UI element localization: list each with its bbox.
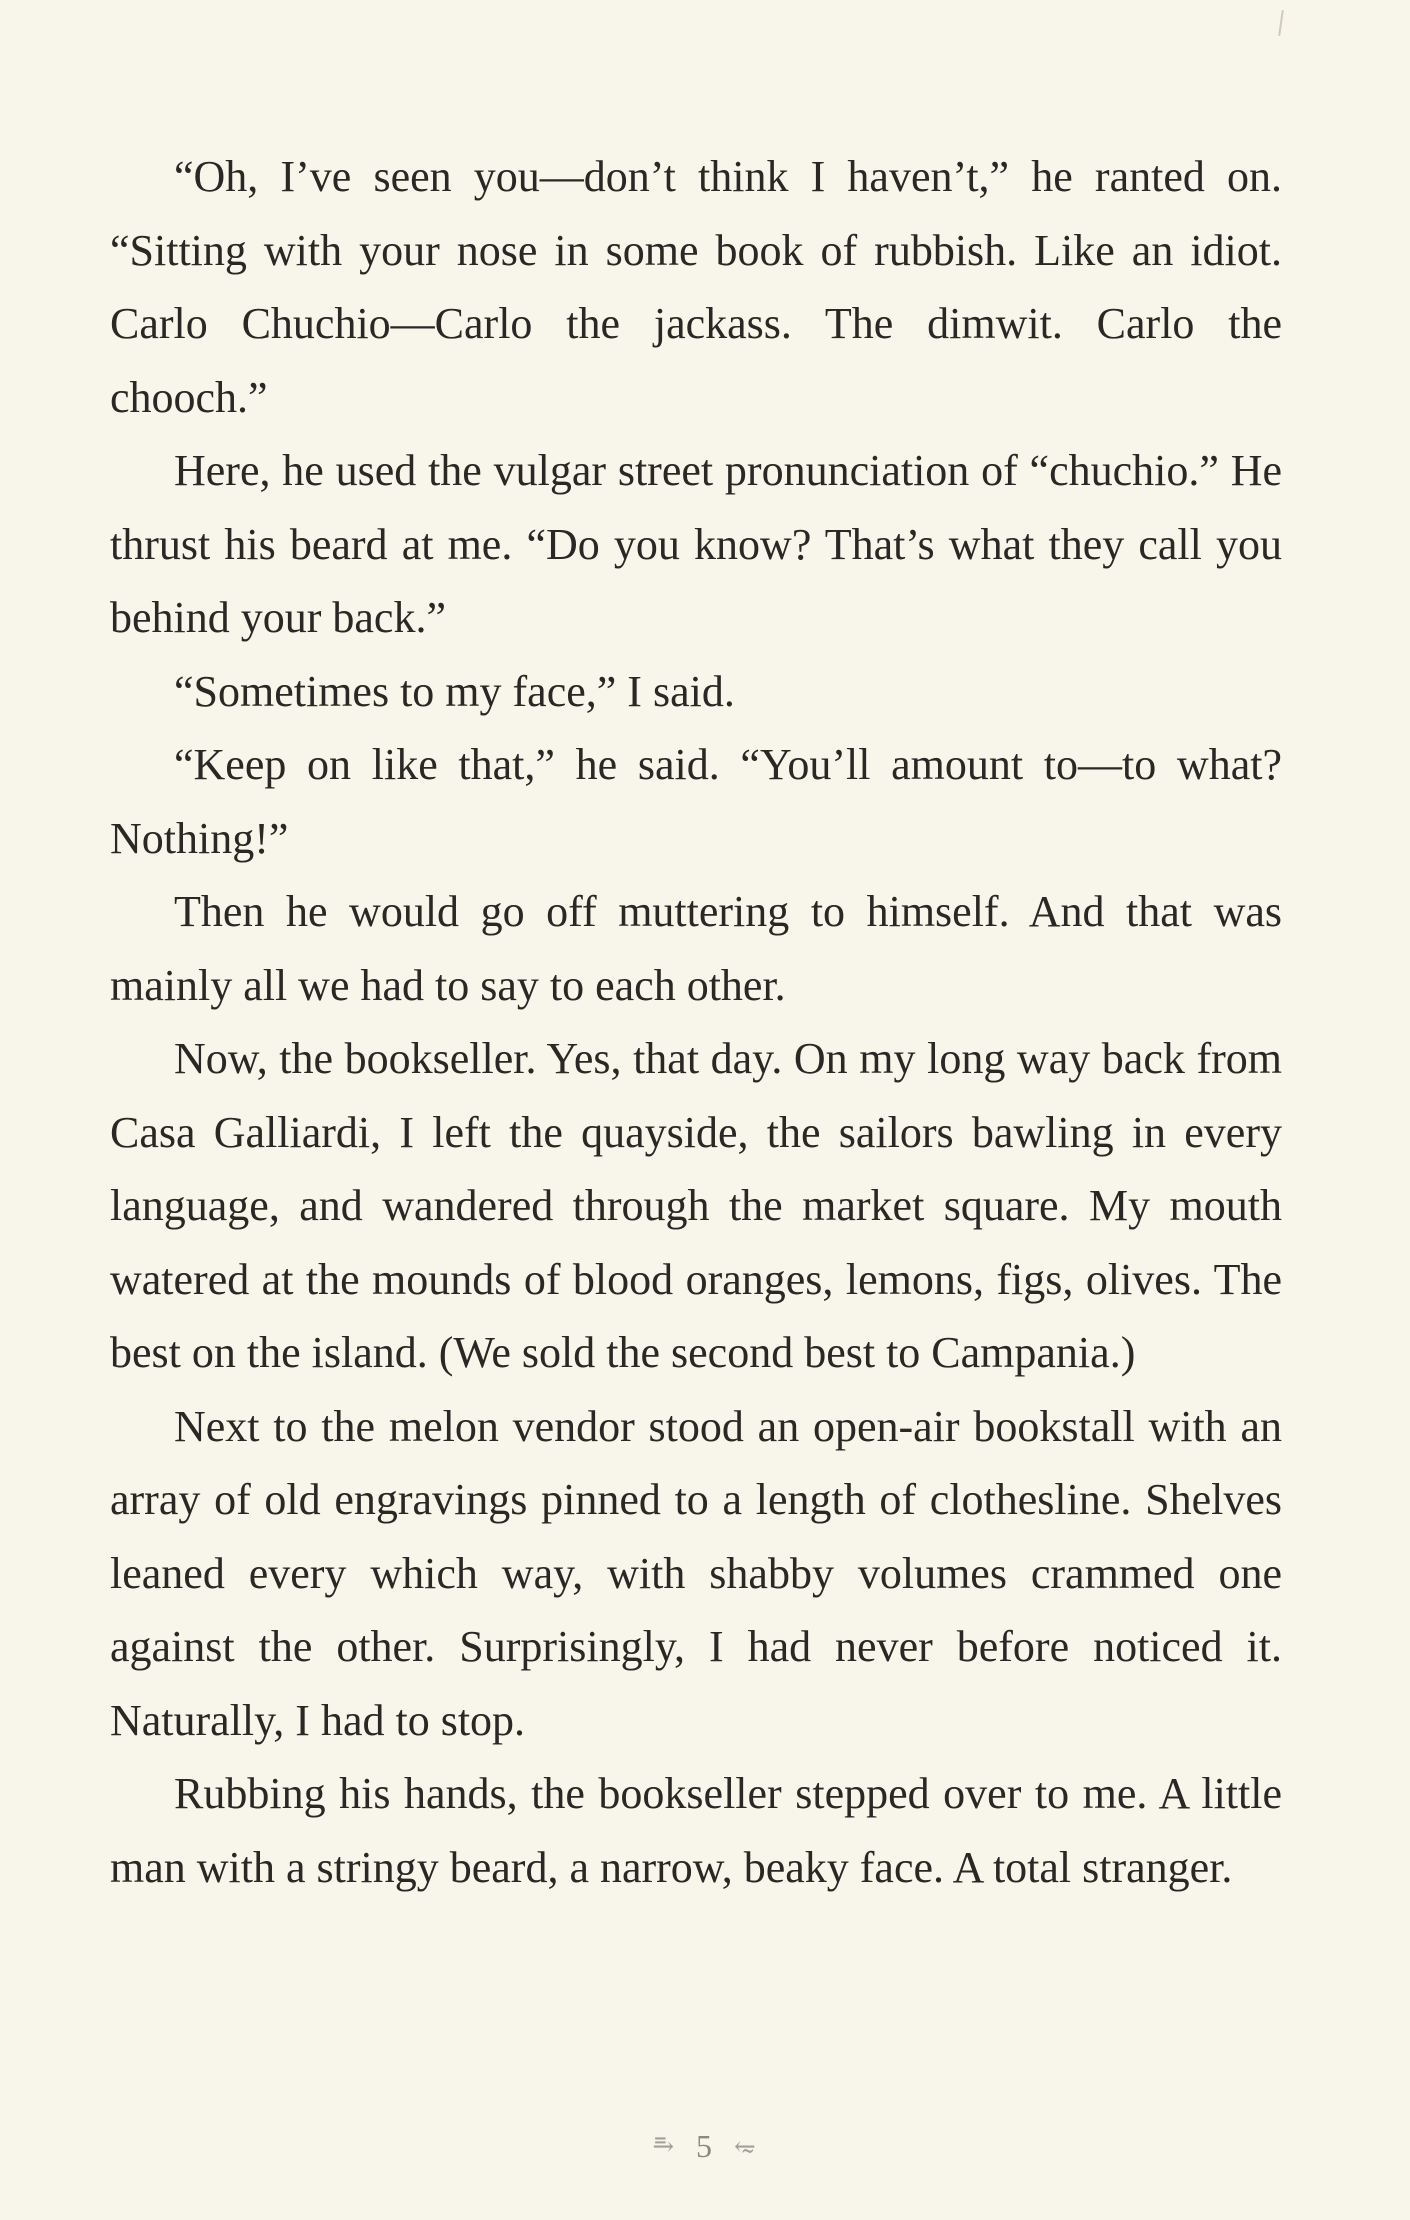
page-edge-mark [1278,10,1284,36]
page-folio [0,2125,1410,2165]
paragraph-8: Rubbing his hands, the bookseller stepped over to me. A little man with a stringy beard, a narrow, beaky face. A total stranger. [110,1769,1282,1892]
paragraph-5: Then he would go off muttering to himself. And that was mainly all we had to say to each other. [110,887,1282,1010]
folio-ornament-right-icon: ⥳ [734,2131,758,2161]
folio-ornament-left-icon: ⥱ [652,2131,676,2161]
page-number: 5 [696,2128,714,2165]
paragraph-3: “Sometimes to my face,” I said. [174,666,735,716]
paragraph-7: Next to the melon vendor stood an open-air bookstall with an array of old engravings pinned to a length of clothesline. Shelves leaned every which way, with shabby volumes crammed one against the other. Surprisingly, I had never before noticed it. Naturally, I had to stop. [110,1401,1282,1745]
paragraph-2: Here, he used the vulgar street pronunciation of “chuchio.” He thrust his beard at me. “Do you know? That’s what they call you behind your back.” [110,446,1282,642]
paragraph-1: “Oh, I’ve seen you—don’t think I haven’t,” he ranted on. “Sitting with your nose in some book of rubbish. Like an idiot. Carlo Chuchio—Carlo the jackass. The dimwit. Carlo the chooch.” [110,152,1282,422]
paragraph-4: “Keep on like that,” he said. “You’ll amount to—to what? Nothing!” [110,740,1282,863]
body-text [110,140,1282,1904]
paragraph-6: Now, the bookseller. Yes, that day. On my long way back from Casa Galliardi, I left the quayside, the sailors bawling in every language, and wandered through the market square. My mouth watered at the mounds of blood oranges, lemons, figs, olives. The best on the island. (We sold the second best to Campania.) [110,1034,1282,1377]
